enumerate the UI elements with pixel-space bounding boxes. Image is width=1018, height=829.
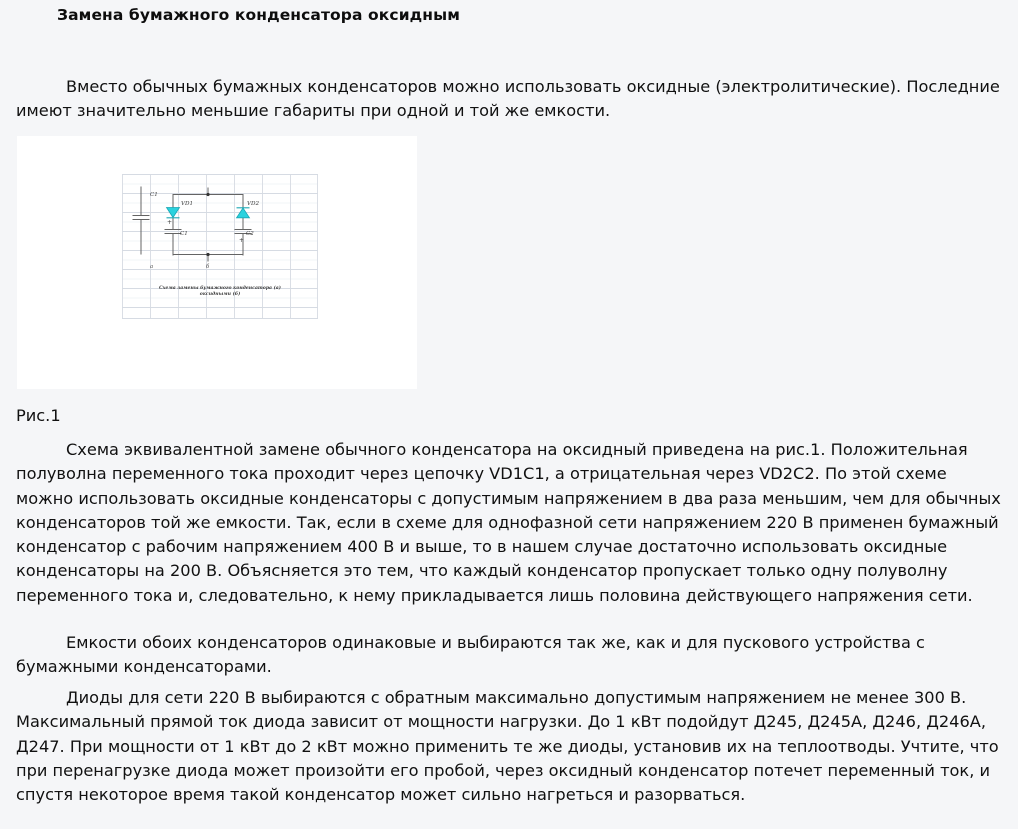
paragraph-intro: Вместо обычных бумажных конденсаторов можно использовать оксидные (электролитические). Последние имеют значительно меньшие габариты при одной и той же емкости. bbox=[16, 77, 1000, 121]
figure-caption-line-1: Схема замены бумажного конденсатора (а) bbox=[159, 286, 281, 291]
label-polarity-left: + bbox=[167, 219, 173, 226]
label-polarity-right: + bbox=[239, 237, 245, 244]
page-title: Замена бумажного конденсатора оксидным bbox=[57, 6, 460, 24]
label-part-a: а bbox=[150, 264, 154, 270]
label-diode-vd2: VD2 bbox=[247, 201, 260, 207]
paragraph-4: Диоды для сети 220 В выбираются с обратным максимально допустимым напряжением не менее 300 В. Максимальный прямой ток диода зависит от мощности нагрузки. До 1 кВт подойдут Д245, Д245А, Д246, Д246А, Д247. При мощности от 1 кВт до 2 кВт можно применить те же диоды, установив их на теплоотводы. Учтите, что при перенагрузке диода может произойти его пробой, через оксидный конденсатор потечет переменный ток, и спустя некоторое время такой конденсатор может сильно нагреться и разорваться. bbox=[16, 688, 999, 805]
label-capacitor-c2: C2 bbox=[246, 231, 254, 237]
figure-schematic-image bbox=[17, 136, 417, 389]
figure-number-label: Рис.1 bbox=[16, 406, 61, 425]
schematic-canvas bbox=[122, 174, 318, 319]
label-capacitor-left: C1 bbox=[150, 192, 158, 198]
figure-caption bbox=[122, 286, 318, 299]
paragraph-2: Схема эквивалентной замене обычного конденсатора на оксидный приведена на рис.1. Положительная полуволна переменного тока проходит через цепочку VD1C1, а отрицательная через VD2C2. По этой схеме можно использовать оксидные конденсаторы с допустимым напряжением в два раза меньшим, чем для обычных конденсаторов той же емкости. Так, если в схеме для однофазной сети напряжением 220 В применен бумажный конденсатор с рабочим напряжением 400 В и выше, то в нашем случае достаточно использовать оксидные конденсаторы на 200 В. Объясняется это тем, что каждый конденсатор пропускает только одну полуволну переменного тока и, следовательно, к нему прикладывается лишь половина действующего напряжения сети. bbox=[16, 440, 1001, 605]
label-part-b: б bbox=[206, 264, 210, 270]
label-diode-vd1: VD1 bbox=[181, 201, 194, 207]
paragraph-3: Емкости обоих конденсаторов одинаковые и выбираются так же, как и для пускового устройства с бумажными конденсаторами. bbox=[16, 633, 925, 677]
label-capacitor-c1: C1 bbox=[180, 231, 188, 237]
figure-caption-line-2: оксидными (б) bbox=[199, 292, 241, 298]
